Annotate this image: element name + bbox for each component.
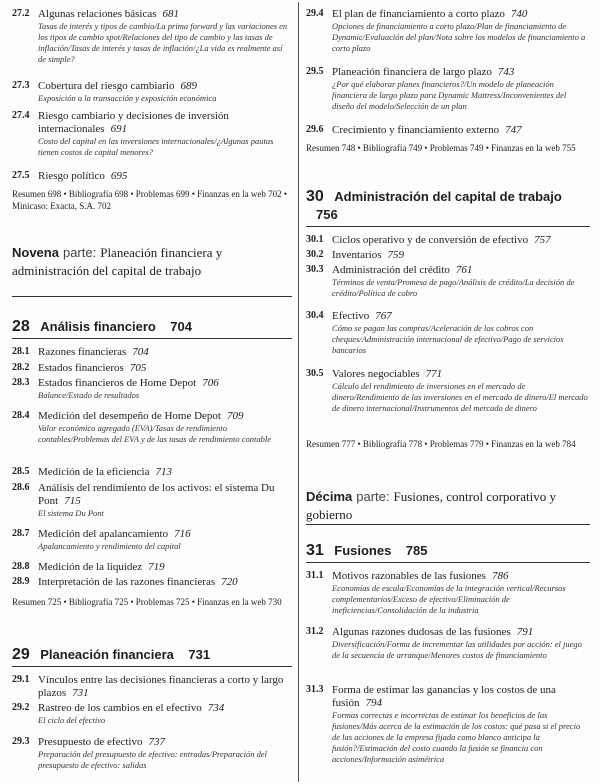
section-title-line bbox=[38, 377, 292, 390]
section-page: 737 bbox=[148, 736, 165, 748]
section-number: 28.7 bbox=[12, 528, 30, 539]
chapter-title: Fusiones bbox=[334, 543, 392, 558]
section-page: 794 bbox=[365, 697, 382, 709]
section-title-line bbox=[38, 170, 292, 183]
section-page: 709 bbox=[226, 410, 244, 422]
part-rule bbox=[306, 524, 590, 525]
section-title-line bbox=[38, 466, 292, 479]
toc-entry bbox=[306, 249, 590, 262]
chapter-30-summary: Resumen 777 • Bibliografía 778 • Problemas 779 • Finanzas en la web 784 bbox=[306, 439, 576, 449]
chapter-title: Administración del capital de trabajo bbox=[334, 189, 562, 204]
toc-entry bbox=[12, 377, 292, 401]
section-number: 27.4 bbox=[12, 110, 30, 121]
section-description: Opciones de financiamiento a corto plazo/Plan de financiamiento de Dynamic/Evaluación del plan/Nota sobre los modelos de financiamiento a corto plazo bbox=[332, 21, 586, 53]
toc-entry bbox=[12, 362, 292, 375]
section-title: Planeación financiera de largo plazo bbox=[332, 66, 492, 78]
section-title: Cobertura del riesgo cambiario bbox=[38, 80, 175, 92]
section-number: 27.3 bbox=[12, 80, 30, 91]
toc-entry bbox=[306, 368, 590, 414]
section-number: 30.4 bbox=[306, 310, 324, 321]
section-title: El plan de financiamiento a corto plazo bbox=[332, 8, 505, 20]
section-title: Forma de estimar las ganancias y los costos de una fusión bbox=[332, 684, 556, 709]
section-number: 30.3 bbox=[306, 264, 324, 275]
section-number: 30.5 bbox=[306, 368, 324, 379]
section-title-line bbox=[332, 66, 590, 79]
section-number: 29.1 bbox=[12, 674, 30, 685]
chapter-number: 31 bbox=[306, 542, 324, 559]
section-title: Efectivo bbox=[332, 310, 370, 322]
part-nine-heading bbox=[12, 244, 292, 280]
chapter-29-heading bbox=[12, 646, 292, 664]
chapter-number: 28 bbox=[12, 318, 30, 335]
section-number: 28.5 bbox=[12, 466, 30, 477]
section-title-line bbox=[38, 576, 292, 589]
section-title-line bbox=[332, 249, 590, 262]
section-title-line bbox=[332, 570, 590, 583]
toc-entry bbox=[12, 410, 292, 445]
section-title: Estados financieros de Home Depot bbox=[38, 377, 197, 389]
section-title-line bbox=[332, 234, 590, 247]
toc-entry bbox=[12, 170, 292, 183]
section-number: 28.2 bbox=[12, 362, 30, 373]
chapter-28-heading bbox=[12, 318, 292, 336]
section-title-line bbox=[332, 684, 590, 710]
chapter-title: Planeación financiera bbox=[40, 647, 174, 662]
section-description: Cálculo del rendimiento de inversiones en el mercado de dinero/Rendimiento de las inversiones en el mercado de dinero/El mercado de dinero internacional/Instrumentos del mercado de dinero bbox=[332, 381, 588, 413]
section-number: 29.6 bbox=[306, 124, 324, 135]
section-number: 28.9 bbox=[12, 576, 30, 587]
toc-entry bbox=[306, 570, 590, 616]
section-title: Inventarios bbox=[332, 249, 382, 261]
section-page: 761 bbox=[455, 264, 473, 276]
toc-entry bbox=[12, 736, 292, 771]
toc-entry bbox=[12, 80, 292, 104]
section-page: 689 bbox=[180, 80, 198, 92]
section-number: 28.3 bbox=[12, 377, 30, 388]
toc-entry bbox=[306, 310, 590, 356]
section-page: 706 bbox=[202, 377, 219, 389]
section-page: 695 bbox=[110, 170, 128, 182]
section-description: Balance/Estado de resultados bbox=[38, 390, 140, 400]
section-title-line bbox=[332, 264, 590, 277]
chapter-30-heading bbox=[306, 188, 590, 224]
section-number: 28.8 bbox=[12, 561, 30, 572]
section-title: Crecimiento y financiamiento externo bbox=[332, 124, 500, 136]
section-page: 747 bbox=[505, 124, 522, 136]
section-title: Análisis del rendimiento de los activos: el sistema Du Pont bbox=[38, 482, 275, 507]
section-page: 715 bbox=[64, 495, 81, 507]
chapter-title: Análisis financiero bbox=[40, 319, 156, 334]
section-title: Algunas razones dudosas de las fusiones bbox=[332, 626, 511, 638]
part-name: Novena bbox=[12, 245, 59, 260]
section-title-line bbox=[332, 124, 590, 137]
section-title: Medición de la liquidez bbox=[38, 561, 143, 573]
section-title-line bbox=[38, 8, 292, 21]
toc-entry bbox=[306, 264, 590, 299]
section-page: 767 bbox=[375, 310, 392, 322]
section-title: Medición de la eficiencia bbox=[38, 466, 150, 478]
section-title-line bbox=[332, 8, 590, 21]
section-description: Valor económico agregado (EVA)/Tasas de rendimiento contables/Problemas del EVA y de las tasas de rendimiento contable bbox=[38, 423, 271, 444]
part-word: parte: bbox=[356, 489, 390, 504]
section-title: Medición del desempeño de Home Depot bbox=[38, 410, 221, 422]
section-page: 681 bbox=[162, 8, 180, 20]
section-description: Cómo se pagan las compras/Aceleración de los cobros con cheques/Administración internacional de efectivo/Pago de servicios bancarios bbox=[332, 323, 564, 355]
chapter-rule bbox=[306, 562, 590, 563]
section-number: 30.1 bbox=[306, 234, 324, 245]
section-title-line bbox=[38, 674, 292, 700]
section-number: 28.4 bbox=[12, 410, 30, 421]
section-number: 31.3 bbox=[306, 684, 324, 695]
section-title-line bbox=[38, 362, 292, 375]
section-number: 30.2 bbox=[306, 249, 324, 260]
section-number: 29.5 bbox=[306, 66, 324, 77]
section-title-line bbox=[38, 110, 292, 136]
section-description: Apalancamiento y rendimiento del capital bbox=[38, 541, 181, 551]
section-title-line bbox=[332, 310, 590, 323]
toc-entry bbox=[12, 110, 292, 158]
section-title: Algunas relaciones básicas bbox=[38, 8, 157, 20]
section-description: Formas correctas e incorrectas de estimar los beneficios de las fusiones/Más acerca de la estimación de los costos: qué pasa si el precio de las acciones de la empresa fijada como blanco anticipa la fusión?/Estimación del costo cuando la fusión se financia con acciones/Información asimétrica bbox=[332, 710, 581, 764]
toc-entry bbox=[306, 8, 590, 54]
section-description: El sistema Du Pont bbox=[38, 508, 104, 518]
section-page: 734 bbox=[207, 702, 225, 714]
section-number: 28.1 bbox=[12, 346, 30, 357]
section-title: Rastreo de los cambios en el efectivo bbox=[38, 702, 202, 714]
section-title-line bbox=[332, 368, 590, 381]
chapter-page: 785 bbox=[405, 543, 428, 558]
chapter-28-summary: Resumen 725 • Bibliografía 725 • Problemas 725 • Finanzas en la web 730 bbox=[12, 597, 282, 607]
section-number: 27.5 bbox=[12, 170, 30, 181]
chapter-rule bbox=[306, 226, 590, 227]
part-rule bbox=[12, 296, 292, 297]
section-title-line bbox=[38, 410, 292, 423]
toc-entry bbox=[12, 674, 292, 700]
section-title-line bbox=[38, 561, 292, 574]
section-title: Razones financieras bbox=[38, 346, 127, 358]
section-title-line bbox=[38, 346, 292, 359]
toc-entry bbox=[306, 66, 590, 112]
chapter-rule bbox=[12, 338, 292, 339]
section-number: 29.4 bbox=[306, 8, 324, 19]
section-page: 720 bbox=[221, 576, 238, 588]
part-word: parte: bbox=[62, 245, 97, 260]
section-page: 740 bbox=[510, 8, 528, 20]
section-number: 31.2 bbox=[306, 626, 324, 637]
column-divider bbox=[298, 2, 299, 782]
section-page: 731 bbox=[72, 687, 89, 699]
part-ten-heading bbox=[306, 488, 590, 524]
section-number: 29.3 bbox=[12, 736, 30, 747]
section-title: Estados financieros bbox=[38, 362, 124, 374]
section-page: 743 bbox=[497, 66, 515, 78]
section-description: Diversificación/Forma de incrementar las utilidades por acción: el juego de la secuencia de arranque/Menores costos de financiamiento bbox=[332, 639, 582, 660]
section-description: Economías de escala/Economías de la integración vertical/Recursos complementarios/Exceso de efectivo/Eliminación de ineficiencias/Consolidación de la industria bbox=[332, 583, 566, 615]
section-description: Preparación del presupuesto de efectivo: entradas/Preparación del presupuesto de efectivo: salidas bbox=[38, 749, 267, 770]
chapter-27-summary: Resumen 698 • Bibliografía 698 • Problemas 699 • Finanzas en la web 702 • Minicaso: Exacta, S.A. 702 bbox=[12, 189, 288, 211]
section-title: Interpretación de las razones financieras bbox=[38, 576, 216, 588]
section-title: Medición del apalancamiento bbox=[38, 528, 169, 540]
section-page: 713 bbox=[155, 466, 172, 478]
section-title: Riesgo cambiario y decisiones de inversión internacionales bbox=[38, 110, 229, 135]
section-description: Términos de venta/Promesa de pago/Análisis de crédito/La decisión de crédito/Política de cobro bbox=[332, 277, 575, 298]
toc-entry bbox=[12, 702, 292, 726]
chapter-page: 704 bbox=[170, 319, 192, 334]
section-title: Ciclos operativo y de conversión de efectivo bbox=[332, 234, 529, 246]
section-description: ¿Por qué elaborar planes financieros?/Un modelo de planeación financiera de largo plazo para Dynamic Mattress/Inconvenientes del diseño del modelo/Selección de un plan bbox=[332, 79, 567, 111]
section-page: 705 bbox=[129, 362, 147, 374]
section-page: 786 bbox=[491, 570, 509, 582]
section-page: 704 bbox=[132, 346, 149, 358]
toc-entry bbox=[12, 576, 292, 589]
section-title-line bbox=[38, 702, 292, 715]
toc-entry bbox=[306, 684, 590, 765]
part-title: Planeación financiera y administración del capital de trabajo bbox=[12, 245, 223, 278]
section-title: Valores negociables bbox=[332, 368, 420, 380]
section-number: 29.2 bbox=[12, 702, 30, 713]
chapter-page: 756 bbox=[316, 207, 338, 222]
toc-entry bbox=[306, 234, 590, 247]
toc-entry bbox=[12, 561, 292, 574]
section-page: 719 bbox=[148, 561, 165, 573]
part-title: Fusiones, control corporativo y gobierno bbox=[306, 489, 556, 522]
toc-entry bbox=[306, 626, 590, 661]
chapter-rule bbox=[12, 666, 292, 667]
section-page: 691 bbox=[110, 123, 128, 135]
section-title: Administración del crédito bbox=[332, 264, 450, 276]
chapter-number: 29 bbox=[12, 646, 30, 663]
section-description: Exposición a la transacción y exposición económica bbox=[38, 93, 217, 103]
section-number: 28.6 bbox=[12, 482, 30, 493]
chapter-number: 30 bbox=[306, 188, 324, 205]
section-title-line bbox=[38, 482, 292, 508]
section-description: Costo del capital en las inversiones internacionales/¿Algunas pautas tienen costos de capital menores? bbox=[38, 136, 274, 157]
section-title: Motivos razonables de las fusiones bbox=[332, 570, 486, 582]
toc-entry bbox=[12, 346, 292, 359]
toc-entry bbox=[12, 528, 292, 552]
section-page: 791 bbox=[516, 626, 534, 638]
chapter-31-heading bbox=[306, 542, 590, 560]
section-title-line bbox=[38, 736, 292, 749]
toc-entry bbox=[12, 482, 292, 519]
section-title: Riesgo político bbox=[38, 170, 105, 182]
section-page: 759 bbox=[387, 249, 404, 261]
toc-entry bbox=[12, 466, 292, 479]
section-number: 27.2 bbox=[12, 8, 30, 19]
section-page: 771 bbox=[425, 368, 443, 380]
section-title-line bbox=[38, 528, 292, 541]
toc-entry bbox=[306, 124, 590, 137]
part-name: Décima bbox=[306, 489, 353, 504]
chapter-29-summary: Resumen 748 • Bibliografía 749 • Problemas 749 • Finanzas en la web 755 bbox=[306, 143, 576, 153]
section-title-line bbox=[332, 626, 590, 639]
toc-entry bbox=[12, 8, 292, 65]
section-description: Tasas de interés y tipos de cambio/La prima forward y las variaciones en los tipos de cambio spot/Relaciones del tipo de cambio y las tasas de inflación/Tasas de interés y tasas de inflación/¿La vida es realmente así de simple? bbox=[38, 21, 288, 64]
section-title-line bbox=[38, 80, 292, 93]
chapter-page: 731 bbox=[188, 647, 211, 662]
section-title: Presupuesto de efectivo bbox=[38, 736, 143, 748]
section-number: 31.1 bbox=[306, 570, 324, 581]
section-title: Vínculos entre las decisiones financieras a corto y largo plazos bbox=[38, 674, 284, 699]
section-page: 757 bbox=[534, 234, 551, 246]
section-page: 716 bbox=[174, 528, 191, 540]
section-description: El ciclo del efectivo bbox=[38, 715, 106, 725]
